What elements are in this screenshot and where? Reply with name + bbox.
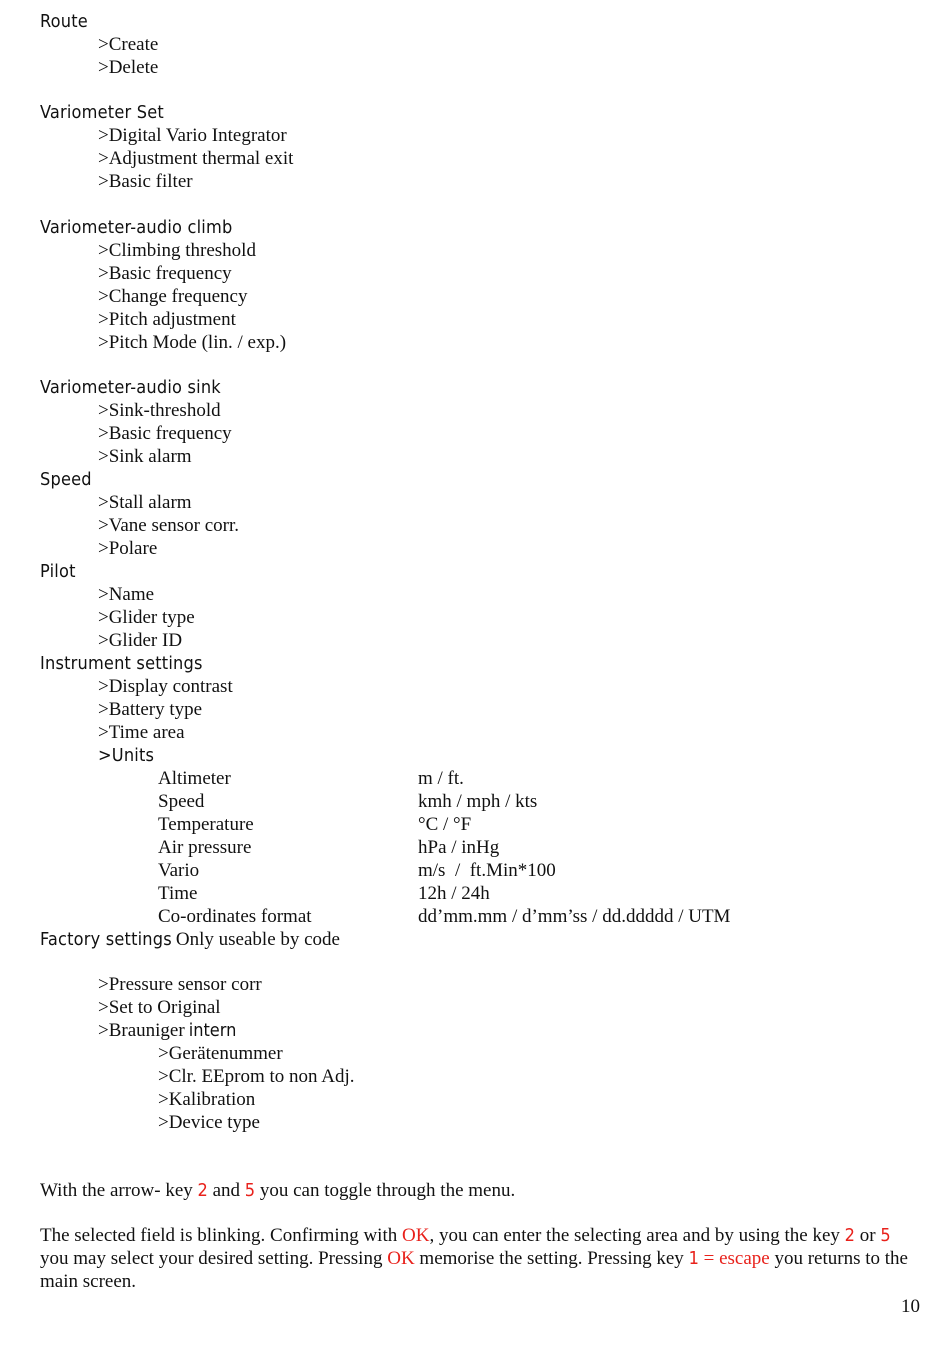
text: or bbox=[854, 1225, 881, 1246]
text: and bbox=[207, 1180, 245, 1201]
sub-menu-item: >Device type bbox=[158, 1112, 260, 1133]
instruction-paragraph-toggle bbox=[40, 1179, 920, 1202]
unit-label: Temperature bbox=[158, 814, 254, 835]
unit-label: Speed bbox=[158, 791, 205, 812]
unit-value: dd’mm.mm / d’mm’ss / dd.ddddd / UTM bbox=[418, 906, 731, 927]
sub-menu-item: >Clr. EEprom to non Adj. bbox=[158, 1066, 355, 1087]
key-2: 2 bbox=[197, 1180, 208, 1201]
menu-item: >Display contrast bbox=[98, 676, 233, 697]
menu-item: >Vane sensor corr. bbox=[98, 515, 240, 536]
text: you can toggle through the menu. bbox=[255, 1180, 516, 1201]
menu-item: >Basic frequency bbox=[98, 423, 232, 444]
unit-value: kmh / mph / kts bbox=[418, 791, 538, 812]
menu-item: >Delete bbox=[98, 57, 159, 78]
section-title-pilot: Pilot bbox=[40, 561, 76, 582]
unit-label: Altimeter bbox=[158, 768, 231, 789]
menu-item: >Change frequency bbox=[98, 286, 248, 307]
menu-item: >Digital Vario Integrator bbox=[98, 125, 287, 146]
menu-item: >Sink-threshold bbox=[98, 400, 221, 421]
menu-item: >Stall alarm bbox=[98, 492, 192, 513]
menu-item: >Polare bbox=[98, 538, 158, 559]
key-1: 1 bbox=[688, 1248, 699, 1269]
menu-item: >Sink alarm bbox=[98, 446, 192, 467]
text: you returns to the main screen. bbox=[40, 1248, 908, 1292]
menu-item: >Battery type bbox=[98, 699, 203, 720]
text: The selected field is blinking. Confirming with bbox=[40, 1225, 402, 1246]
section-title-speed: Speed bbox=[40, 469, 92, 490]
menu-item: >Basic filter bbox=[98, 171, 193, 192]
unit-value: m / ft. bbox=[418, 768, 464, 789]
instruction-paragraph-select bbox=[40, 1224, 920, 1293]
menu-item: >Climbing threshold bbox=[98, 240, 256, 261]
section-title-audio-sink: Variometer-audio sink bbox=[40, 377, 221, 398]
factory-settings-note: Only useable by code bbox=[175, 929, 340, 950]
page-number: 10 bbox=[901, 1296, 920, 1317]
key-5: 5 bbox=[244, 1180, 256, 1201]
sub-menu-item: >Gerätenummer bbox=[158, 1043, 283, 1064]
menu-item: >Time area bbox=[98, 722, 185, 743]
escape-label: = escape bbox=[698, 1248, 770, 1269]
section-title-audio-climb: Variometer-audio climb bbox=[40, 217, 233, 238]
unit-label: Time bbox=[158, 883, 198, 904]
text: , you can enter the selecting area and by using the key bbox=[429, 1225, 845, 1246]
sub-menu-item: >Kalibration bbox=[158, 1089, 256, 1110]
factory-settings-title: Factory settings bbox=[40, 929, 172, 950]
menu-item: >Pitch adjustment bbox=[98, 309, 236, 330]
menu-item: >Glider type bbox=[98, 607, 195, 628]
unit-label: Co-ordinates format bbox=[158, 906, 312, 927]
ok-key: OK bbox=[402, 1225, 430, 1246]
unit-value: hPa / inHg bbox=[418, 837, 500, 858]
menu-item: >Pressure sensor corr bbox=[98, 974, 262, 995]
menu-item: >Basic frequency bbox=[98, 263, 232, 284]
key-5: 5 bbox=[880, 1225, 891, 1246]
menu-item: >Pitch Mode (lin. / exp.) bbox=[98, 332, 287, 353]
text: With the arrow- key bbox=[40, 1180, 198, 1201]
section-title-instrument-settings: Instrument settings bbox=[40, 653, 203, 674]
unit-label: Air pressure bbox=[158, 837, 252, 858]
menu-item: >Name bbox=[98, 584, 155, 605]
menu-item: >Create bbox=[98, 34, 159, 55]
unit-value: m/s / ft.Min*100 bbox=[418, 860, 556, 881]
text: you may select your desired setting. Pressing bbox=[40, 1248, 388, 1269]
brauniger-prefix: >Brauniger bbox=[98, 1020, 185, 1041]
key-2: 2 bbox=[844, 1225, 855, 1246]
unit-value: °C / °F bbox=[418, 814, 472, 835]
menu-item: >Set to Original bbox=[98, 997, 221, 1018]
menu-item: >Adjustment thermal exit bbox=[98, 148, 294, 169]
section-title-factory-settings bbox=[40, 928, 340, 951]
section-title-variometer-set: Variometer Set bbox=[40, 102, 164, 123]
section-title-route: Route bbox=[40, 11, 88, 32]
unit-value: 12h / 24h bbox=[418, 883, 490, 904]
ok-key: OK bbox=[387, 1248, 415, 1269]
text: memorise the setting. Pressing key bbox=[414, 1248, 689, 1269]
menu-item-brauniger-intern bbox=[98, 1019, 236, 1042]
unit-label: Vario bbox=[158, 860, 200, 881]
submenu-title-units: >Units bbox=[98, 745, 155, 766]
brauniger-suffix: intern bbox=[188, 1020, 237, 1041]
menu-item: >Glider ID bbox=[98, 630, 183, 651]
